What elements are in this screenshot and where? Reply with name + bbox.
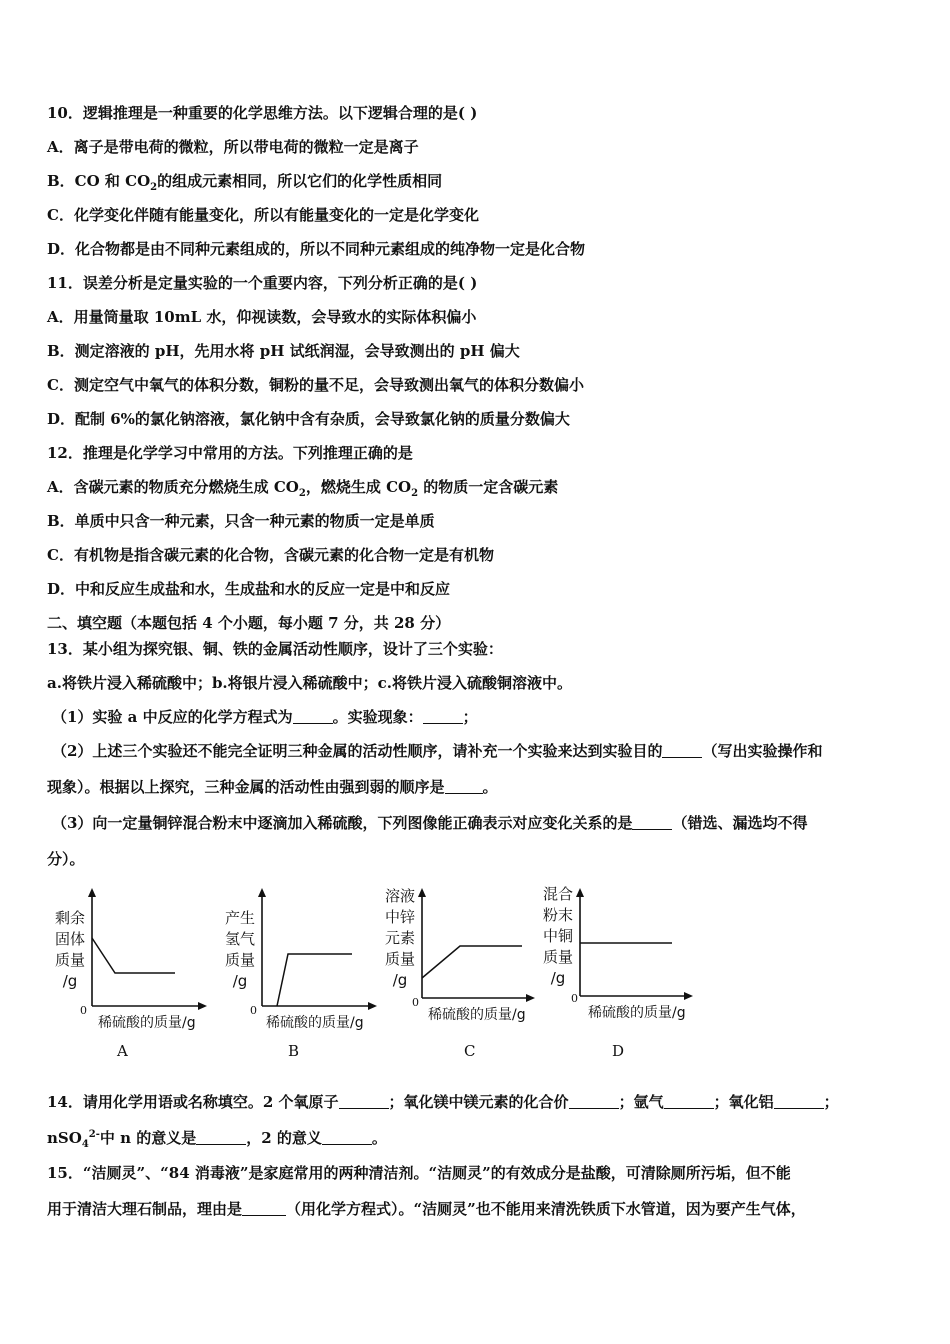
q10-option-d: D．化合物都是由不同种元素组成的，所以不同种元素组成的纯净物一定是化合物: [47, 240, 586, 258]
x-axis-arrow: [198, 1002, 207, 1010]
graph-c-caption: C: [464, 1042, 476, 1060]
graph-a: [50, 882, 220, 1072]
q12-option-c: C．有机物是指含碳元素的化合物，含碳元素的化合物一定是有机物: [47, 546, 494, 564]
q11-stem: 11．误差分析是定量实验的一个重要内容，下列分析正确的是( ): [47, 274, 478, 292]
answer-blank[interactable]: [242, 1200, 286, 1216]
answer-blank[interactable]: [569, 1093, 619, 1109]
q12-stem: 12．推理是化学学习中常用的方法。下列推理正确的是: [47, 444, 413, 462]
graph-b-caption: B: [288, 1042, 300, 1060]
q11-option-d: D．配制 6%的氯化钠溶液，氯化钠中含有杂质，会导致氯化钠的质量分数偏大: [47, 410, 570, 428]
graph-d-origin: 0: [571, 992, 578, 1005]
q13-experiments: a.将铁片浸入稀硫酸中；b.将银片浸入稀硫酸中；c.将铁片浸入硫酸铜溶液中。: [47, 674, 573, 692]
x-axis-arrow: [368, 1002, 377, 1010]
q13-stem: 13．某小组为探究银、铜、铁的金属活动性顺序，设计了三个实验：: [47, 640, 503, 658]
graph-a-origin: 0: [80, 1004, 87, 1017]
q15-line2: 用于清洁大理石制品，理由是 （用化学方程式）。“洁厕灵”也不能用来清洗铁质下水管道，因为要产生气体，: [47, 1200, 806, 1218]
x-axis-arrow: [526, 994, 535, 1002]
graph-b: [220, 882, 390, 1072]
answer-blank[interactable]: [632, 814, 672, 830]
graph-b-ylabel: 产生 氢气 质量 /g: [224, 909, 255, 990]
q13-part2: （2）上述三个实验还不能完全证明三种金属的活动性顺序，请补充一个实验来达到实验目的 （写出实验操作和: [52, 742, 823, 760]
curve-zinc-in-solution: [422, 946, 522, 978]
q10-option-c: C．化学变化伴随有能量变化，所以有能量变化的一定是化学变化: [47, 206, 479, 224]
answer-blank[interactable]: [423, 708, 463, 724]
graph-a-ylabel: 剩余 固体 质量 /g: [54, 909, 85, 990]
graph-c: [380, 882, 550, 1072]
graph-c-origin: 0: [412, 996, 419, 1009]
answer-blank[interactable]: [196, 1129, 246, 1145]
q10-option-b: B．CO 和 $CO_2$的组成元素相同，所以它们的化学性质相同: [47, 172, 443, 193]
graph-d-caption: D: [612, 1042, 625, 1060]
curve-remaining-solid-mass: [92, 938, 175, 973]
graph-b-xlabel: 稀硫酸的质量/g: [266, 1015, 364, 1031]
graph-a-xlabel: 稀硫酸的质量/g: [98, 1015, 196, 1031]
section-heading: 二、填空题（本题包括 4 个小题，每小题 7 分，共 28 分）: [47, 614, 451, 632]
q12-option-b: B．单质中只含一种元素，只含一种元素的物质一定是单质: [47, 512, 435, 530]
graph-d-ylabel: 混合 粉末 中铜 质量 /g: [542, 885, 573, 987]
answer-blank[interactable]: [322, 1129, 372, 1145]
q13-part1: （1）实验 a 中反应的化学方程式为 。实验现象： ；: [52, 708, 478, 726]
answer-blank[interactable]: [445, 778, 483, 794]
graph-a-caption: A: [117, 1042, 128, 1060]
q11-option-b: B．测定溶液的 pH，先用水将 pH 试纸润湿，会导致测出的 pH 偏大: [47, 342, 520, 360]
graph-c-ylabel: 溶液 中锌 元素 质量 /g: [384, 887, 415, 989]
q14-line1: 14．请用化学用语或名称填空。2 个氧原子 ；氧化镁中镁元素的化合价 ；氩气 ；氧化铝 ；: [47, 1093, 839, 1111]
q11-option-a: A．用量筒量取 10mL 水，仰视读数，会导致水的实际体积偏小: [47, 308, 477, 326]
y-axis-arrow: [258, 888, 266, 897]
graph-d-xlabel: 稀硫酸的质量/g: [588, 1005, 686, 1021]
q10-stem: 10．逻辑推理是一种重要的化学思维方法。以下逻辑合理的是( ): [47, 104, 478, 122]
q12-option-a: A．含碳元素的物质充分燃烧生成 $CO_2$，燃烧生成 $CO_2$ 的物质一定含碳元素: [47, 478, 559, 499]
answer-blank[interactable]: [664, 1093, 714, 1109]
x-axis-arrow: [684, 992, 693, 1000]
answer-blank[interactable]: [339, 1093, 389, 1109]
answer-blank[interactable]: [662, 742, 702, 758]
q15-line1: 15．“洁厕灵”、“84 消毒液”是家庭常用的两种清洁剂。“洁厕灵”的有效成分是盐酸，可清除厕所污垢，但不能: [47, 1164, 791, 1182]
q13-part3-cont: 分）。: [47, 850, 85, 868]
graph-b-origin: 0: [250, 1004, 257, 1017]
q12-option-d: D．中和反应生成盐和水，生成盐和水的反应一定是中和反应: [47, 580, 451, 598]
q13-part2-cont: 现象）。根据以上探究，三种金属的活动性由强到弱的顺序是 。: [47, 778, 498, 796]
q14-line2: nSO$_4^{2-}$中 n 的意义是 ，2 的意义 。: [47, 1129, 387, 1150]
q11-option-c: C．测定空气中氧气的体积分数，铜粉的量不足，会导致测出氧气的体积分数偏小: [47, 376, 584, 394]
answer-blank[interactable]: [774, 1093, 824, 1109]
q10-option-a: A．离子是带电荷的微粒，所以带电荷的微粒一定是离子: [47, 138, 419, 156]
q13-part3: （3）向一定量铜锌混合粉末中逐滴加入稀硫酸，下列图像能正确表示对应变化关系的是 （错选、漏选均不得: [52, 814, 808, 832]
graph-c-xlabel: 稀硫酸的质量/g: [428, 1007, 526, 1023]
answer-blank[interactable]: [293, 708, 333, 724]
curve-hydrogen-mass: [277, 954, 352, 1006]
graph-d: [538, 882, 708, 1072]
y-axis-arrow: [88, 888, 96, 897]
